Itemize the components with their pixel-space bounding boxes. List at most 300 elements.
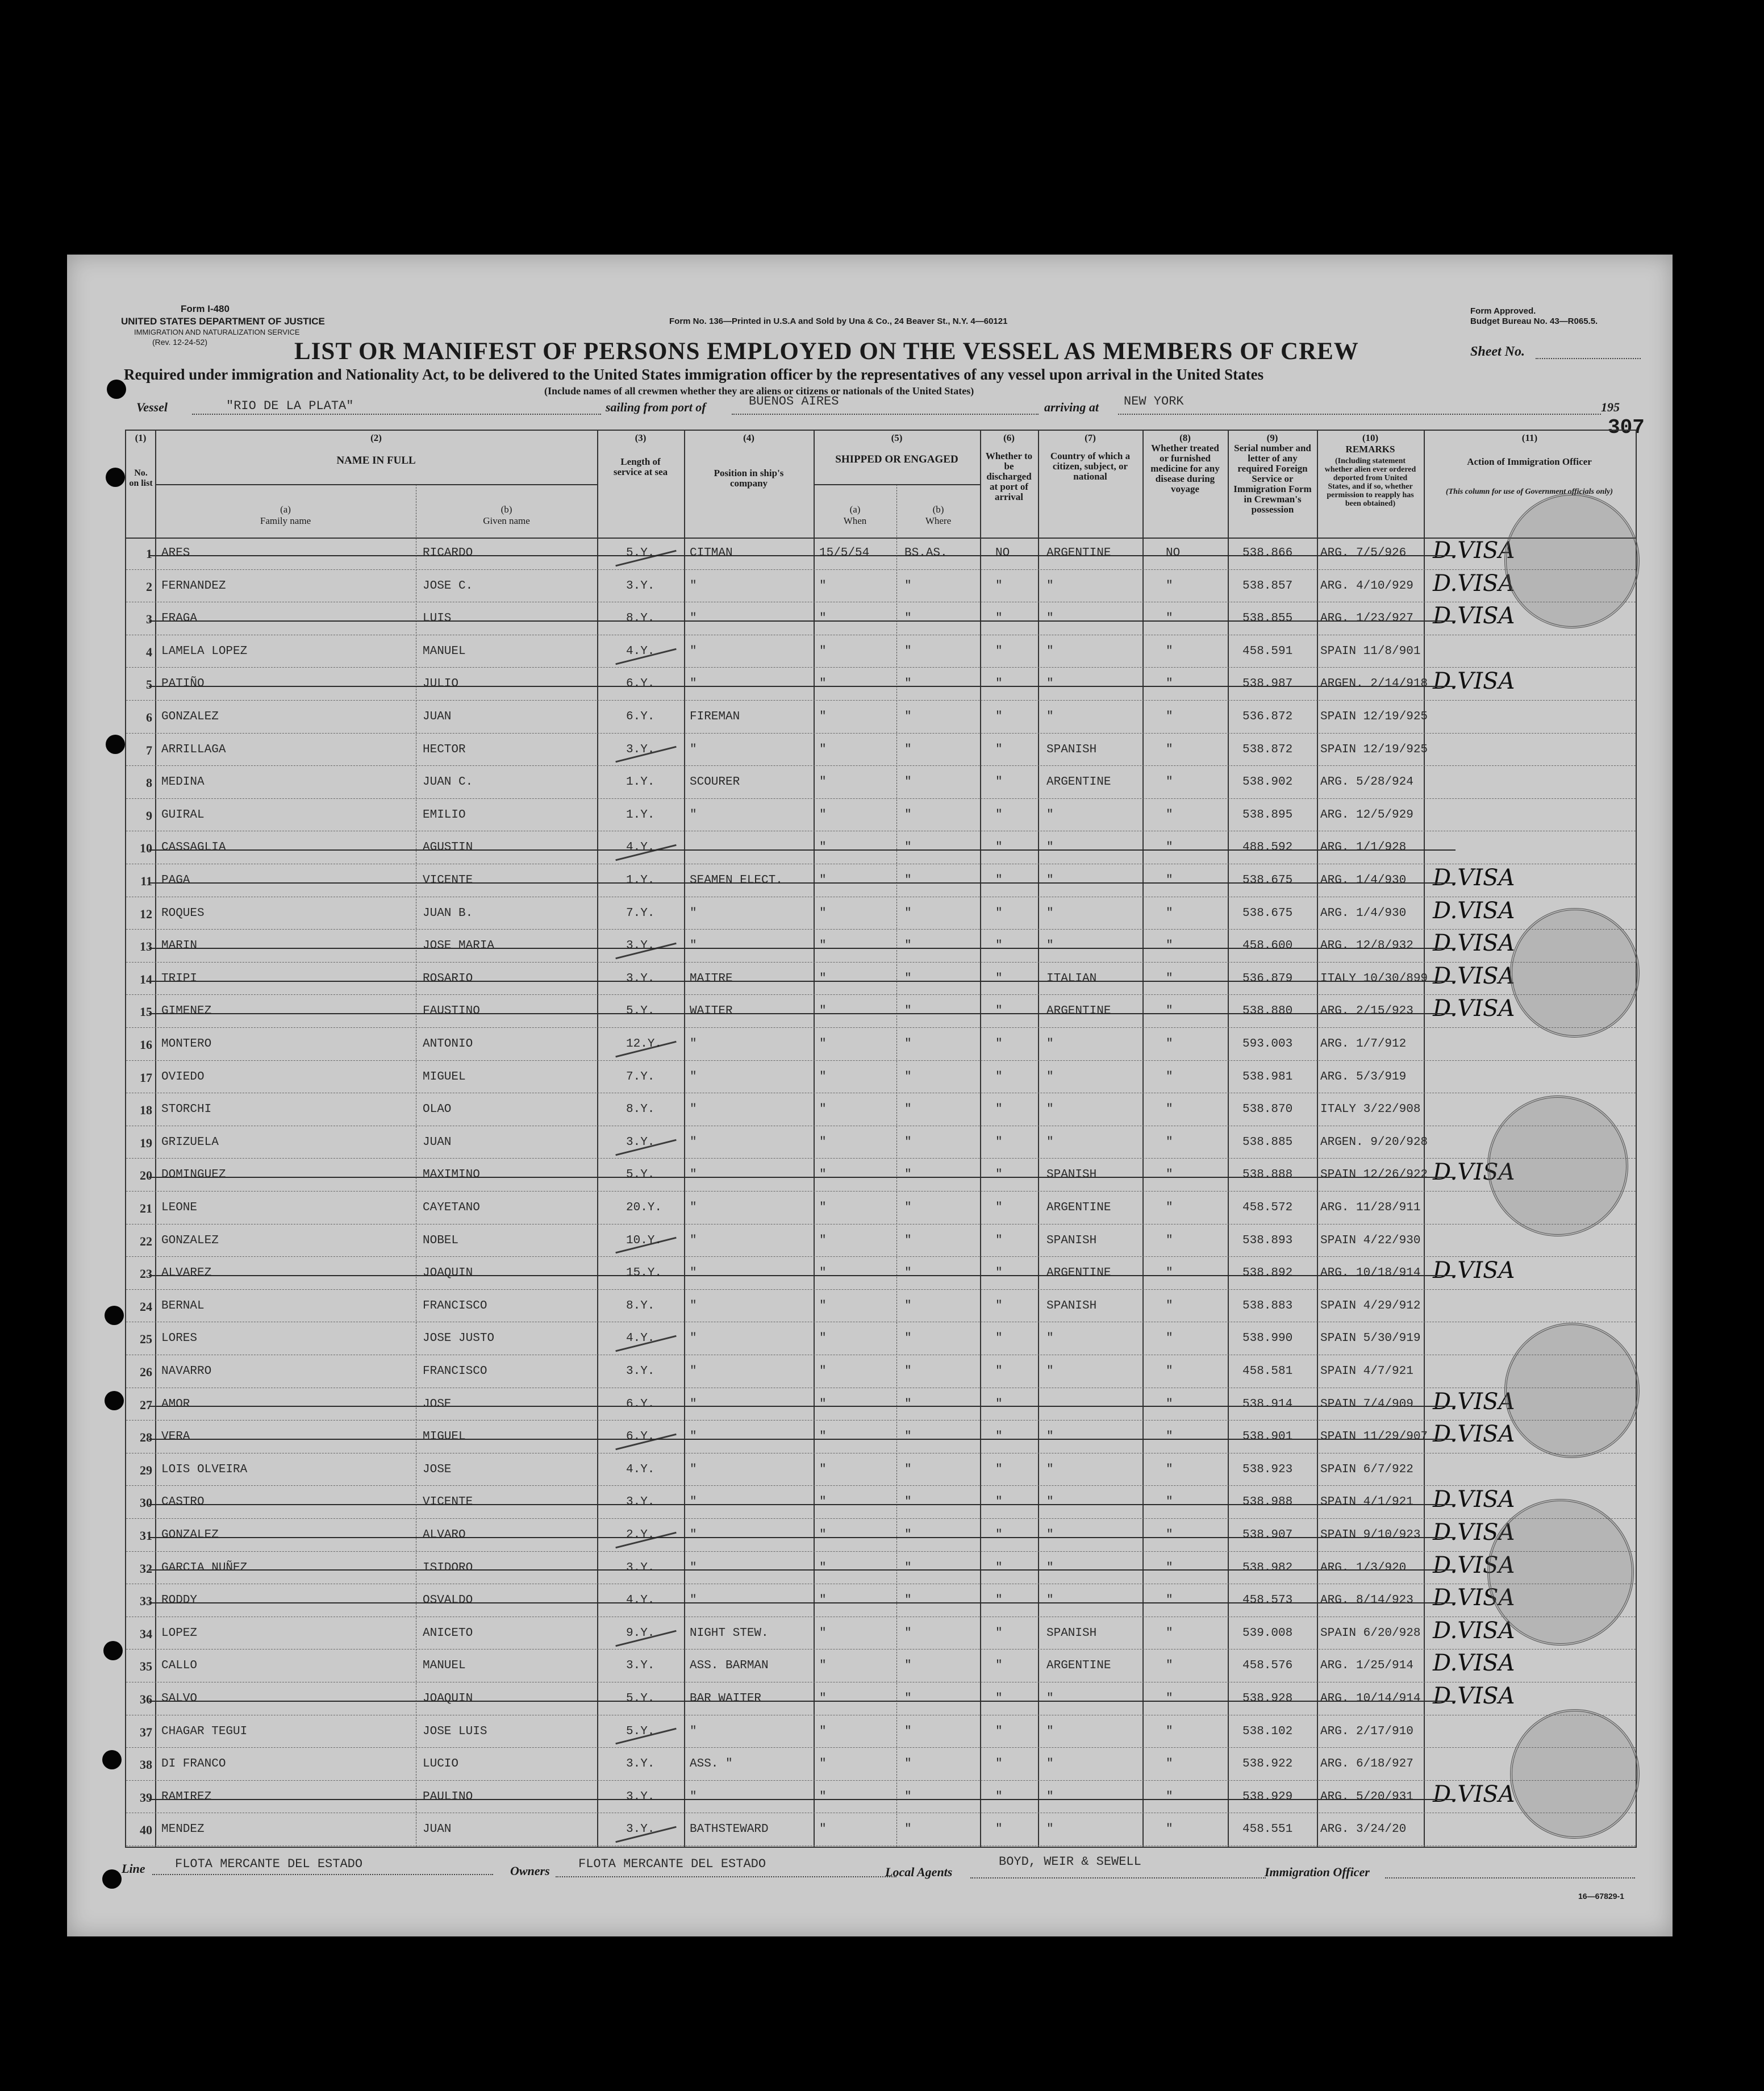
table-row — [126, 1683, 1636, 1716]
serial-number: 539.008 — [1242, 1626, 1293, 1640]
service-length: 4.Y. — [626, 1594, 655, 1607]
officer-action: D.VISA — [1433, 603, 1515, 630]
remarks: SPAIN 7/4/909 — [1320, 1397, 1413, 1411]
service-length: 3.Y. — [626, 1757, 655, 1771]
position: ASS. BARMAN — [690, 1659, 769, 1673]
medicine: NO — [1166, 547, 1181, 560]
family-name: NAVARRO — [161, 1365, 212, 1378]
officer-action: D.VISA — [1433, 1617, 1515, 1644]
serial-number: 538.901 — [1242, 1430, 1293, 1444]
service-length: 3.Y. — [626, 579, 655, 593]
col-header-discharge: Whether to be discharged at port of arrival — [985, 451, 1033, 502]
country: " — [1046, 579, 1054, 593]
country: " — [1046, 874, 1054, 887]
serial-number: 538.872 — [1242, 743, 1293, 756]
include-note: (Include names of all crewmen whether they are aliens or citizens or nationals of the United States) — [544, 385, 974, 397]
given-name: JUAN B. — [423, 906, 473, 920]
position: " — [690, 906, 697, 920]
country: ARGENTINE — [1046, 1659, 1111, 1673]
country: " — [1046, 1103, 1054, 1117]
position: " — [690, 677, 697, 691]
given-name: JOSE LUIS — [423, 1725, 487, 1738]
line-value: FLOTA MERCANTE DEL ESTADO — [175, 1857, 363, 1871]
given-name: JOAQUIN — [423, 1692, 473, 1705]
discharge: " — [995, 1267, 1003, 1280]
serial-number: 538.866 — [1242, 547, 1293, 560]
service-length: 3.Y. — [626, 972, 655, 985]
given-name: VICENTE — [423, 874, 473, 887]
position: " — [690, 1463, 697, 1476]
discharge: " — [995, 1659, 1003, 1673]
family-name: AMOR — [161, 1397, 190, 1411]
serial-number: 458.576 — [1242, 1659, 1293, 1673]
shipped-when: " — [819, 1234, 827, 1247]
row-number: 13 — [140, 939, 152, 954]
remarks: ARG. 2/15/923 — [1320, 1005, 1413, 1018]
table-row — [126, 963, 1636, 996]
discharge: " — [995, 1430, 1003, 1444]
discharge: " — [995, 1103, 1003, 1117]
remarks: SPAIN 11/29/907 — [1320, 1430, 1428, 1444]
row-number: 4 — [146, 644, 152, 659]
country: " — [1046, 1594, 1054, 1607]
given-name: NOBEL — [423, 1234, 459, 1247]
given-name: FAUSTINO — [423, 1005, 480, 1018]
service-length: 3.Y. — [626, 1496, 655, 1509]
row-number: 18 — [140, 1103, 152, 1118]
table-row — [126, 832, 1636, 865]
discharge: " — [995, 1201, 1003, 1214]
service-length: 8.Y. — [626, 1103, 655, 1117]
shipped-where: " — [904, 808, 912, 822]
discharge: " — [995, 972, 1003, 985]
shipped-when: " — [819, 808, 827, 822]
table-row — [126, 701, 1636, 734]
country: ARGENTINE — [1046, 547, 1111, 560]
position: " — [690, 1168, 697, 1182]
given-name: MANUEL — [423, 644, 466, 658]
row-number: 23 — [140, 1267, 152, 1281]
serial-number: 538.888 — [1242, 1168, 1293, 1182]
sailing-label: sailing from port of — [606, 400, 706, 414]
given-name: JUAN C. — [423, 776, 473, 789]
officer-action: D.VISA — [1433, 865, 1515, 891]
table-row — [126, 1814, 1636, 1847]
given-name: LUCIO — [423, 1757, 459, 1771]
family-name: ALVAREZ — [161, 1267, 212, 1280]
shipped-when: " — [819, 1005, 827, 1018]
family-name: LORES — [161, 1332, 198, 1346]
revision: (Rev. 12-24-52) — [152, 338, 208, 347]
col-num-7: (7) — [1085, 432, 1096, 443]
country: SPANISH — [1046, 1234, 1097, 1247]
service-length: 5.Y. — [626, 1005, 655, 1018]
remarks: ARGEN. 9/20/928 — [1320, 1135, 1428, 1149]
remarks: ITALY 10/30/899 — [1320, 972, 1428, 985]
serial-number: 458.573 — [1242, 1594, 1293, 1607]
crew-table — [125, 430, 1637, 1848]
family-name: BERNAL — [161, 1299, 205, 1313]
punch-hole — [103, 1641, 123, 1660]
shipped-where: " — [904, 644, 912, 658]
given-name: EMILIO — [423, 808, 466, 822]
family-name: LEONE — [161, 1201, 198, 1214]
discharge: " — [995, 874, 1003, 887]
vessel-label: Vessel — [136, 400, 168, 414]
remarks: ARG. 8/14/923 — [1320, 1594, 1413, 1607]
consular-stamp — [1487, 1499, 1634, 1646]
col-header-serial: Serial number and letter of any required Foreign Service or Immigration Form in Crewman's possession — [1233, 443, 1312, 515]
position: " — [690, 579, 697, 593]
shipped-when: " — [819, 710, 827, 723]
country: ITALIAN — [1046, 972, 1097, 985]
shipped-when: " — [819, 579, 827, 593]
punch-hole — [105, 1306, 124, 1325]
medicine: " — [1166, 1397, 1173, 1411]
punch-hole — [107, 380, 126, 399]
position: BATHSTEWARD — [690, 1823, 769, 1836]
position: " — [690, 1332, 697, 1346]
medicine: " — [1166, 1430, 1173, 1444]
given-name: AGUSTIN — [423, 841, 473, 855]
col-num-11: (11) — [1521, 432, 1538, 443]
arrival-port: NEW YORK — [1124, 394, 1184, 409]
punch-hole — [106, 735, 125, 754]
remarks: SPAIN 12/19/925 — [1320, 743, 1428, 756]
medicine: " — [1166, 710, 1173, 723]
discharge: " — [995, 1234, 1003, 1247]
agents-value: BOYD, WEIR & SEWELL — [999, 1855, 1141, 1869]
shipped-where: " — [904, 1594, 912, 1607]
given-name: JOSE — [423, 1397, 452, 1411]
country: " — [1046, 1430, 1054, 1444]
officer-action: D.VISA — [1433, 1388, 1515, 1415]
table-row — [126, 1257, 1636, 1290]
discharge: " — [995, 1168, 1003, 1182]
table-row — [126, 1748, 1636, 1781]
family-name: GRIZUELA — [161, 1135, 219, 1149]
medicine: " — [1166, 1103, 1173, 1117]
shipped-where: " — [904, 1823, 912, 1836]
form-approval: Form Approved. — [1470, 306, 1536, 316]
medicine: " — [1166, 1201, 1173, 1214]
position: BAR WAITER — [690, 1692, 762, 1705]
shipped-when: " — [819, 972, 827, 985]
service-length: 1.Y. — [626, 808, 655, 822]
family-name: RODDY — [161, 1594, 198, 1607]
col-header-when: When — [843, 515, 867, 526]
shipped-where: " — [904, 710, 912, 723]
given-name: ROSARIO — [423, 972, 473, 985]
country: SPANISH — [1046, 1168, 1097, 1182]
shipped-where: " — [904, 1135, 912, 1149]
country: SPANISH — [1046, 1626, 1097, 1640]
officer-action: D.VISA — [1433, 963, 1515, 989]
medicine: " — [1166, 612, 1173, 626]
row-number: 25 — [140, 1332, 152, 1347]
col-header-shipped: SHIPPED OR ENGAGED — [835, 453, 958, 465]
table-row — [126, 1519, 1636, 1552]
row-number: 40 — [140, 1823, 152, 1838]
officer-action: D.VISA — [1433, 897, 1515, 924]
given-name: MANUEL — [423, 1659, 466, 1673]
family-name: CASTRO — [161, 1496, 205, 1509]
shipped-where: " — [904, 1725, 912, 1738]
shipped-where: " — [904, 1332, 912, 1346]
table-row — [126, 1421, 1636, 1454]
medicine: " — [1166, 1005, 1173, 1018]
remarks: ARG. 1/3/920 — [1320, 1561, 1407, 1575]
service-length: 3.Y. — [626, 939, 655, 953]
shipped-when: " — [819, 1561, 827, 1575]
col-header-medicine: Whether treated or furnished medicine for any disease during voyage — [1150, 443, 1220, 494]
officer-action: D.VISA — [1433, 1257, 1515, 1284]
country: " — [1046, 841, 1054, 855]
country: " — [1046, 1365, 1054, 1378]
remarks: ARG. 1/23/927 — [1320, 612, 1413, 626]
discharge: " — [995, 1397, 1003, 1411]
service-length: 4.Y. — [626, 1332, 655, 1346]
table-row — [126, 1389, 1636, 1422]
shipped-where: " — [904, 776, 912, 789]
row-number: 20 — [140, 1168, 152, 1183]
owners-value: FLOTA MERCANTE DEL ESTADO — [578, 1857, 766, 1871]
shipped-when: " — [819, 1463, 827, 1476]
row-number: 6 — [146, 710, 152, 724]
serial-number: 458.572 — [1242, 1201, 1293, 1214]
serial-number: 538.883 — [1242, 1299, 1293, 1313]
family-name: MENDEZ — [161, 1823, 205, 1836]
discharge: " — [995, 1528, 1003, 1542]
consular-stamp — [1504, 1323, 1640, 1458]
serial-number: 538.907 — [1242, 1528, 1293, 1542]
medicine: " — [1166, 1168, 1173, 1182]
service-length: 6.Y. — [626, 710, 655, 723]
given-name: JULIO — [423, 677, 459, 691]
punch-hole — [102, 1750, 122, 1769]
row-number: 34 — [140, 1626, 152, 1641]
col-sub-a: (a) — [280, 504, 291, 515]
col-num-10: (10) — [1362, 432, 1379, 443]
service-length: 10.Y. — [626, 1234, 662, 1247]
shipped-when: " — [819, 1332, 827, 1346]
country: " — [1046, 1135, 1054, 1149]
shipped-where: " — [904, 1103, 912, 1117]
col-header-where: Where — [925, 515, 952, 526]
col-sub-5b: (b) — [932, 504, 944, 515]
printer-note: Form No. 136—Printed in U.S.A and Sold by Una & Co., 24 Beaver St., N.Y. 4—60121 — [669, 316, 1008, 326]
remarks: SPAIN 12/26/922 — [1320, 1168, 1428, 1182]
remarks: ARG. 10/14/914 — [1320, 1692, 1421, 1705]
family-name: ARES — [161, 547, 190, 560]
family-name: LOIS OLVEIRA — [161, 1463, 248, 1476]
discharge: " — [995, 776, 1003, 789]
family-name: SALVO — [161, 1692, 198, 1705]
row-number: 39 — [140, 1790, 152, 1805]
table-row — [126, 1159, 1636, 1192]
discharge: " — [995, 612, 1003, 626]
country: ARGENTINE — [1046, 1201, 1111, 1214]
serial-number: 538.990 — [1242, 1332, 1293, 1346]
family-name: GONZALEZ — [161, 1234, 219, 1247]
medicine: " — [1166, 939, 1173, 953]
service-length: 4.Y. — [626, 841, 655, 855]
serial-number: 538.914 — [1242, 1397, 1293, 1411]
position: MAITRE — [690, 972, 733, 985]
family-name: LOPEZ — [161, 1626, 198, 1640]
table-row — [126, 1716, 1636, 1749]
row-number: 38 — [140, 1757, 152, 1772]
family-name: CALLO — [161, 1659, 198, 1673]
position: FIREMAN — [690, 710, 740, 723]
given-name: JOSE — [423, 1463, 452, 1476]
given-name: MIGUEL — [423, 1430, 466, 1444]
position: " — [690, 1430, 697, 1444]
medicine: " — [1166, 776, 1173, 789]
remarks: ARG. 1/25/914 — [1320, 1659, 1413, 1673]
col-header-name: NAME IN FULL — [336, 455, 416, 466]
medicine: " — [1166, 1528, 1173, 1542]
row-number: 32 — [140, 1561, 152, 1576]
shipped-when: " — [819, 1168, 827, 1182]
serial-number: 538.892 — [1242, 1267, 1293, 1280]
service-length: 5.Y. — [626, 1725, 655, 1738]
country: " — [1046, 939, 1054, 953]
remarks: ARG. 5/3/919 — [1320, 1070, 1407, 1084]
shipped-where: " — [904, 1757, 912, 1771]
row-number: 22 — [140, 1234, 152, 1248]
given-name: OLAO — [423, 1103, 452, 1117]
given-name: JOSE MARIA — [423, 939, 495, 953]
consular-stamp — [1510, 908, 1640, 1038]
given-name: MIGUEL — [423, 1070, 466, 1084]
service-length: 3.Y. — [626, 1135, 655, 1149]
table-row — [126, 1486, 1636, 1519]
discharge: " — [995, 1038, 1003, 1051]
discharge: " — [995, 1757, 1003, 1771]
table-row — [126, 538, 1636, 570]
manifest-sheet — [67, 255, 1673, 1936]
medicine: " — [1166, 677, 1173, 691]
country: ARGENTINE — [1046, 1267, 1111, 1280]
remarks: SPAIN 4/1/921 — [1320, 1496, 1413, 1509]
discharge: " — [995, 1496, 1003, 1509]
given-name: LUIS — [423, 612, 452, 626]
service-length: 7.Y. — [626, 906, 655, 920]
given-name: ISIDORO — [423, 1561, 473, 1575]
position: " — [690, 1790, 697, 1803]
shipped-when: " — [819, 1626, 827, 1640]
family-name: GUIRAL — [161, 808, 205, 822]
serial-number: 593.003 — [1242, 1038, 1293, 1051]
family-name: MONTERO — [161, 1038, 212, 1051]
col-header-position: Position in ship's company — [714, 468, 784, 489]
table-row — [126, 930, 1636, 963]
shipped-where: " — [904, 939, 912, 953]
table-row — [126, 1094, 1636, 1127]
given-name: JOSE C. — [423, 579, 473, 593]
table-row — [126, 734, 1636, 767]
discharge: NO — [995, 547, 1010, 560]
service-length: 3.Y. — [626, 1823, 655, 1836]
shipped-when: " — [819, 644, 827, 658]
discharge: " — [995, 841, 1003, 855]
country: " — [1046, 1070, 1054, 1084]
col-header-family: Family name — [260, 515, 311, 526]
remarks: ARG. 12/5/929 — [1320, 808, 1413, 822]
shipped-where: " — [904, 1463, 912, 1476]
position: " — [690, 1528, 697, 1542]
family-name: FERNANDEZ — [161, 579, 226, 593]
country: " — [1046, 1823, 1054, 1836]
medicine: " — [1166, 874, 1173, 887]
remarks: ARG. 2/17/910 — [1320, 1725, 1413, 1738]
shipped-where: BS.AS. — [904, 547, 948, 560]
table-row — [126, 1225, 1636, 1258]
country: " — [1046, 1038, 1054, 1051]
country: " — [1046, 1790, 1054, 1803]
discharge: " — [995, 710, 1003, 723]
given-name: CAYETANO — [423, 1201, 480, 1214]
given-name: ANICETO — [423, 1626, 473, 1640]
shipped-when: " — [819, 743, 827, 756]
row-number: 31 — [140, 1528, 152, 1543]
officer-action: D.VISA — [1433, 668, 1515, 695]
given-name: VICENTE — [423, 1496, 473, 1509]
service-length: 5.Y. — [626, 1168, 655, 1182]
discharge: " — [995, 1823, 1003, 1836]
medicine: " — [1166, 579, 1173, 593]
shipped-when: " — [819, 1201, 827, 1214]
serial-number: 538.982 — [1242, 1561, 1293, 1575]
col-num-4: (4) — [743, 432, 754, 443]
position: CITMAN — [690, 547, 733, 560]
remarks: SPAIN 4/22/930 — [1320, 1234, 1421, 1247]
row-number: 10 — [140, 841, 152, 856]
serial-number: 538.857 — [1242, 579, 1293, 593]
row-number: 19 — [140, 1135, 152, 1150]
row-number: 35 — [140, 1659, 152, 1674]
serial-number: 538.988 — [1242, 1496, 1293, 1509]
shipped-when: " — [819, 1365, 827, 1378]
table-row — [126, 1127, 1636, 1160]
shipped-when: " — [819, 1430, 827, 1444]
country: " — [1046, 1692, 1054, 1705]
medicine: " — [1166, 1038, 1173, 1051]
row-number: 16 — [140, 1038, 152, 1052]
shipped-when: " — [819, 1299, 827, 1313]
medicine: " — [1166, 1725, 1173, 1738]
table-row — [126, 636, 1636, 669]
serial-number: 538.987 — [1242, 677, 1293, 691]
col-header-no: No. on list — [129, 468, 153, 488]
serial-number: 488.592 — [1242, 841, 1293, 855]
position: " — [690, 644, 697, 658]
service-length: 3.Y. — [626, 1365, 655, 1378]
punch-hole — [106, 468, 125, 487]
medicine: " — [1166, 1659, 1173, 1673]
family-name: GIMENEZ — [161, 1005, 212, 1018]
given-name: ALVARO — [423, 1528, 466, 1542]
country: SPANISH — [1046, 743, 1097, 756]
family-name: GARCIA NUÑEZ — [161, 1561, 248, 1575]
shipped-when: 15/5/54 — [819, 547, 870, 560]
service-length: 8.Y. — [626, 612, 655, 626]
shipped-when: " — [819, 1103, 827, 1117]
officer-action: D.VISA — [1433, 930, 1515, 957]
service-length: 4.Y. — [626, 1463, 655, 1476]
position: " — [690, 612, 697, 626]
